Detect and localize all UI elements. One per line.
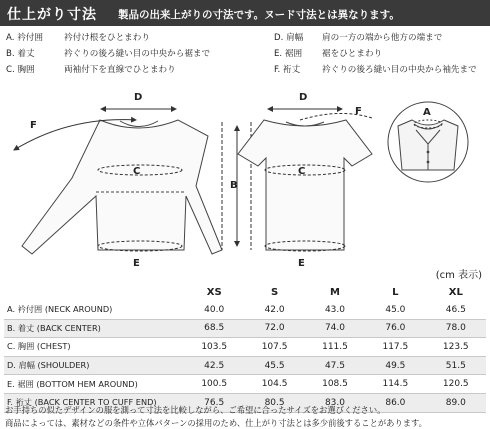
label-f-front: F xyxy=(30,120,37,131)
legend-key: A. 衿付囲 xyxy=(6,33,43,43)
size-value: 123.5 xyxy=(426,338,486,357)
size-value: 40.0 xyxy=(184,301,244,319)
label-c-front: C xyxy=(133,166,141,177)
size-value: 46.5 xyxy=(426,301,486,319)
label-e-back: E xyxy=(298,258,305,269)
table-row xyxy=(4,301,486,319)
legend-key: C. 胸囲 xyxy=(6,65,35,75)
size-value: 78.0 xyxy=(426,319,486,338)
size-value: 49.5 xyxy=(365,356,425,375)
legend-desc: 肩の一方の端から他方の端まで xyxy=(322,33,443,43)
legend-key: D. 肩幅 xyxy=(274,33,304,43)
size-value: 107.5 xyxy=(244,338,304,357)
label-c-back: C xyxy=(298,166,306,177)
row-label: A. 衿付囲 (NECK AROUND) xyxy=(4,301,184,319)
legend-desc: 両袖付下を直線でひとまわり xyxy=(64,65,176,75)
row-label: E. 裾囲 (BOTTOM HEM AROUND) xyxy=(4,375,184,394)
size-table xyxy=(4,283,486,413)
size-value: 76.0 xyxy=(365,319,425,338)
size-value: 74.0 xyxy=(305,319,365,338)
size-value: 100.5 xyxy=(184,375,244,394)
legend-item-b xyxy=(6,47,210,59)
size-value: 43.0 xyxy=(305,301,365,319)
legend-key: E. 裾囲 xyxy=(274,49,303,59)
label-d-back: D xyxy=(299,92,308,103)
size-value: 45.5 xyxy=(244,356,304,375)
size-value: 104.5 xyxy=(244,375,304,394)
size-header-blank xyxy=(4,283,184,301)
legend-desc: 衿ぐりの後ろ縫い目の中央から袖先まで xyxy=(322,65,477,75)
legend-key: B. 着丈 xyxy=(6,49,35,59)
size-value: 83.0 xyxy=(305,393,365,412)
legend-item-a xyxy=(6,31,150,43)
size-value: 42.5 xyxy=(184,356,244,375)
page-title: 仕上がり寸法 xyxy=(7,7,97,23)
header-bar xyxy=(0,0,490,26)
label-b: B xyxy=(230,180,238,191)
size-value: 47.5 xyxy=(305,356,365,375)
garment-diagram xyxy=(0,78,490,270)
label-d-front: D xyxy=(134,92,143,103)
size-header: L xyxy=(392,286,399,298)
row-label: D. 肩幅 (SHOULDER) xyxy=(4,356,184,375)
size-value: 89.0 xyxy=(426,393,486,412)
footnote-1: お手持ちの似たデザインの服を測って寸法を比較しながら、ご希望に合ったサイズをお選びください。 xyxy=(5,405,386,415)
size-header: S xyxy=(270,286,279,298)
size-header: M xyxy=(330,286,340,298)
label-e-front: E xyxy=(133,258,140,269)
size-value: 108.5 xyxy=(305,375,365,394)
size-value: 51.5 xyxy=(426,356,486,375)
row-label: C. 胸囲 (CHEST) xyxy=(4,338,184,357)
label-a: A xyxy=(423,107,431,118)
legend-desc: 衿付け根をひとまわり xyxy=(64,33,150,43)
size-value: 120.5 xyxy=(426,375,486,394)
size-value: 103.5 xyxy=(184,338,244,357)
table-row xyxy=(4,356,486,375)
legend-item-c xyxy=(6,63,176,75)
size-value: 117.5 xyxy=(365,338,425,357)
legend-item-e xyxy=(274,47,382,59)
size-value: 76.5 xyxy=(184,393,244,412)
size-value: 45.0 xyxy=(365,301,425,319)
unit-note: (cm 表示) xyxy=(435,270,482,281)
size-header: XS xyxy=(206,286,222,298)
legend-item-f xyxy=(274,63,477,75)
back-shirt-illustration xyxy=(238,120,372,250)
row-label: B. 着丈 (BACK CENTER) xyxy=(4,319,184,338)
size-value: 114.5 xyxy=(365,375,425,394)
legend-item-d xyxy=(274,31,442,43)
size-header-row xyxy=(4,283,486,301)
page-subtitle: 製品の出来上がりの寸法です。ヌード寸法とは異なります。 xyxy=(118,9,400,21)
table-row xyxy=(4,338,486,357)
front-shirt-illustration xyxy=(22,120,222,254)
table-row xyxy=(4,375,486,394)
size-value: 111.5 xyxy=(305,338,365,357)
label-f-back: F xyxy=(355,106,362,117)
size-value: 80.5 xyxy=(244,393,304,412)
size-value: 42.0 xyxy=(244,301,304,319)
size-value: 86.0 xyxy=(365,393,425,412)
row-label: F. 裄丈 (BACK CENTER TO CUFF END) xyxy=(4,393,184,412)
size-value: 68.5 xyxy=(184,319,244,338)
table-row xyxy=(4,319,486,338)
legend-key: F. 裄丈 xyxy=(274,65,301,75)
legend-desc: 裾をひとまわり xyxy=(322,49,383,59)
footnote-2: 商品によっては、素材などの条件や立体パターンの採用のため、仕上がり寸法とは多少前後することがあります。 xyxy=(5,418,427,428)
size-header: XL xyxy=(448,286,463,298)
size-value: 72.0 xyxy=(244,319,304,338)
legend-desc: 衿ぐりの後ろ縫い目の中央から裾まで xyxy=(64,49,211,59)
